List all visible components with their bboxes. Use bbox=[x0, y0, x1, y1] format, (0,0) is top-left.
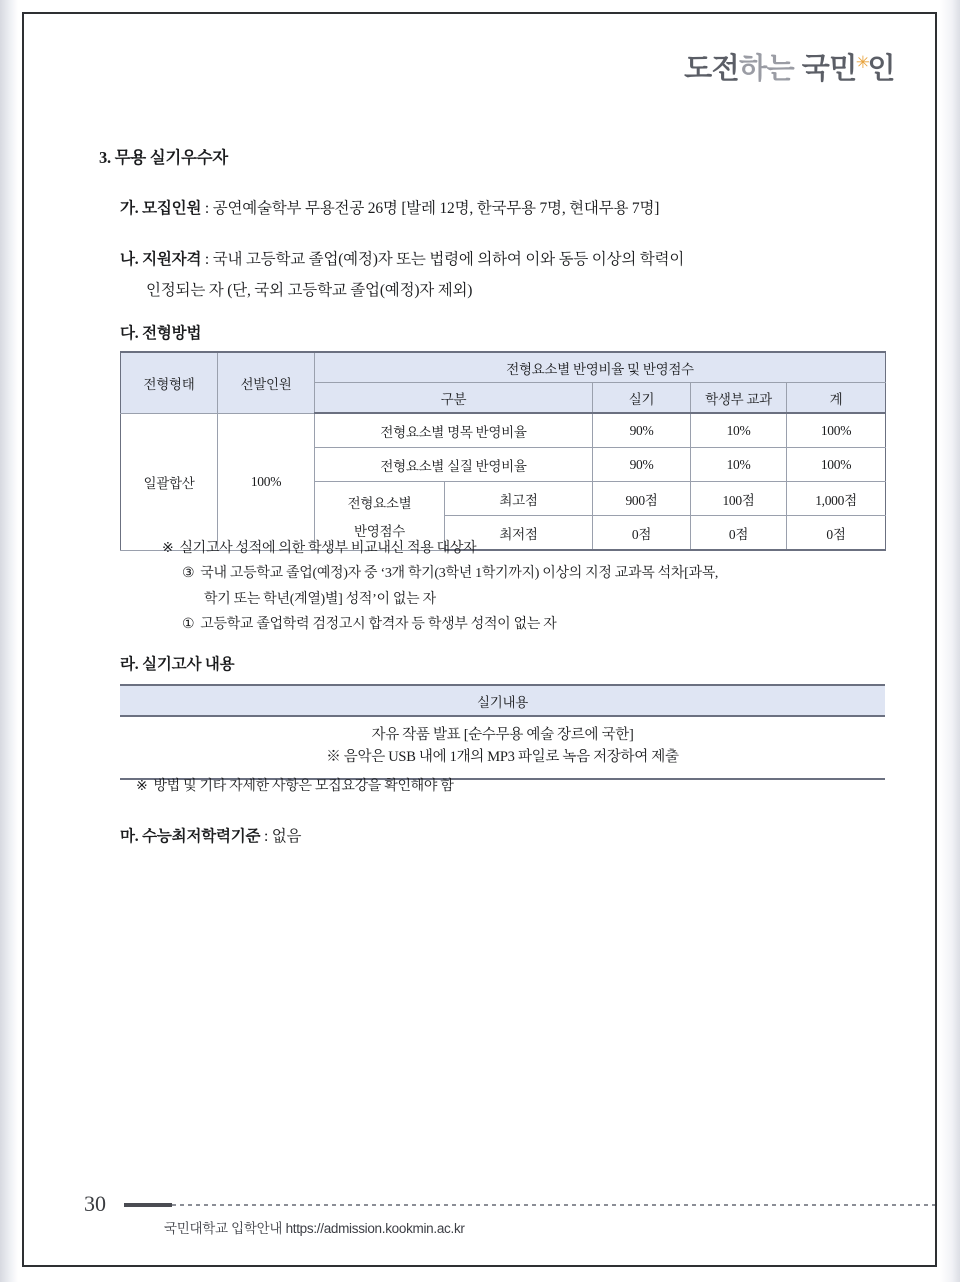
header-group: 전형요소별 반영비율 및 반영점수 bbox=[315, 352, 886, 383]
item-recruitment-label: 가. 모집인원 bbox=[120, 200, 202, 217]
cell-row0-practical: 90% bbox=[593, 413, 691, 448]
brand-logo bbox=[684, 46, 895, 87]
item-csat-minimum-label: 마. 수능최저학력기준 bbox=[120, 828, 261, 845]
note-mark-3: ① bbox=[182, 617, 195, 632]
header-school-record: 학생부 교과 bbox=[691, 383, 787, 414]
cell-type-value: 일괄합산 bbox=[121, 413, 218, 550]
cell-row1-total: 100% bbox=[787, 448, 886, 482]
item-practical bbox=[120, 652, 234, 674]
item-eligibility-value: : 국내 고등학교 졸업(예정)자 또는 법령에 의하여 이와 동등 이상의 학력이 bbox=[204, 251, 685, 268]
cell-score0-total: 1,000점 bbox=[787, 482, 886, 516]
table-row bbox=[121, 413, 886, 448]
cell-row0-label: 전형요소별 명목 반영비율 bbox=[315, 413, 593, 448]
item-eligibility bbox=[120, 247, 684, 269]
practical-table bbox=[120, 684, 885, 780]
note-text-3: 고등학교 졸업학력 검정고시 합격자 등 학생부 성적이 없는 자 bbox=[200, 617, 557, 632]
footer-text: 국민대학교 입학안내 https://admission.kookmin.ac.kr bbox=[164, 1221, 465, 1236]
note-practical-text: 방법 및 기타 자세한 사항은 모집요강을 확인해야 함 bbox=[153, 779, 454, 794]
cell-score1-practical: 0점 bbox=[593, 516, 691, 551]
cell-score0-practical: 900점 bbox=[593, 482, 691, 516]
cell-row1-practical: 90% bbox=[593, 448, 691, 482]
cell-score0-school-record: 100점 bbox=[691, 482, 787, 516]
brand-part-2: 하는 bbox=[739, 53, 795, 85]
score-group-label-line2: 반영점수 bbox=[354, 523, 405, 539]
cell-score0-label: 최고점 bbox=[445, 482, 593, 516]
header-practical: 실기 bbox=[593, 383, 691, 414]
brand-part-4: 인 bbox=[867, 53, 895, 85]
practical-header: 실기내용 bbox=[120, 685, 885, 716]
item-csat-minimum bbox=[120, 824, 301, 846]
item-method-label: 다. 전형방법 bbox=[120, 325, 202, 342]
note-line-1 bbox=[162, 537, 476, 557]
note-mark-2: ③ bbox=[182, 566, 195, 581]
cell-row0-school-record: 10% bbox=[691, 413, 787, 448]
note-practical bbox=[136, 775, 454, 795]
document-page bbox=[22, 12, 937, 1267]
footer-dotted-line bbox=[172, 1204, 935, 1206]
method-table bbox=[120, 351, 886, 551]
note-practical-mark: ※ bbox=[136, 779, 148, 794]
cell-score1-school-record: 0점 bbox=[691, 516, 787, 551]
note-line-3 bbox=[182, 613, 556, 633]
item-eligibility-value-line2: 인정되는 자 (단, 국외 고등학교 졸업(예정)자 제외) bbox=[146, 282, 473, 299]
cell-row0-total: 100% bbox=[787, 413, 886, 448]
note-text-1: 실기고사 성적에 의한 학생부 비교내신 적용 대상자 bbox=[179, 541, 477, 556]
item-method bbox=[120, 321, 201, 343]
brand-part-1: 도전 bbox=[684, 53, 740, 85]
item-csat-minimum-value: : 없음 bbox=[264, 828, 302, 845]
table-row bbox=[120, 716, 885, 779]
brand-part-3: 국민 bbox=[801, 53, 857, 85]
page-footer bbox=[24, 1175, 935, 1265]
cell-row1-label: 전형요소별 실질 반영비율 bbox=[315, 448, 593, 482]
note-line-2 bbox=[182, 562, 718, 582]
practical-body bbox=[120, 716, 885, 779]
cell-row1-school-record: 10% bbox=[691, 448, 787, 482]
table-row bbox=[121, 352, 886, 383]
cell-score1-label: 최저점 bbox=[445, 516, 593, 551]
cell-quota-value: 100% bbox=[218, 413, 315, 550]
item-eligibility-label: 나. 지원자격 bbox=[120, 251, 202, 268]
item-practical-label: 라. 실기고사 내용 bbox=[120, 656, 235, 673]
header-quota: 선발인원 bbox=[218, 352, 315, 413]
note-text-2: 국내 고등학교 졸업(예정)자 중 ‘3개 학기(3학년 1학기까지) 이상의 지정 교과목 석차[과목, bbox=[200, 566, 719, 581]
page-title: 3. 무용 실기우수자 bbox=[99, 148, 228, 167]
header-type: 전형형태 bbox=[121, 352, 218, 413]
star-icon: ✳ bbox=[855, 53, 870, 72]
header-total: 계 bbox=[787, 383, 886, 414]
header-division: 구분 bbox=[315, 383, 593, 414]
note-mark-1: ※ bbox=[162, 541, 174, 556]
item-recruitment-value: : 공연예술학부 무용전공 26명 [발레 12명, 한국무용 7명, 현대무용 7명] bbox=[204, 200, 660, 217]
table-row bbox=[120, 685, 885, 716]
score-group-label-line1: 전형요소별 bbox=[347, 495, 412, 511]
page-number: 30 bbox=[84, 1191, 106, 1216]
practical-body-line2: ※ 음악은 USB 내에 1개의 MP3 파일로 녹음 저장하여 제출 bbox=[326, 749, 679, 766]
item-recruitment bbox=[120, 196, 659, 218]
cell-score1-total: 0점 bbox=[787, 516, 886, 551]
note-line-2b: 학기 또는 학년(계열)별] 성적’이 없는 자 bbox=[204, 592, 436, 607]
practical-body-line1: 자유 작품 발표 [순수무용 예술 장르에 국한] bbox=[371, 727, 634, 743]
footer-dash bbox=[124, 1203, 172, 1207]
